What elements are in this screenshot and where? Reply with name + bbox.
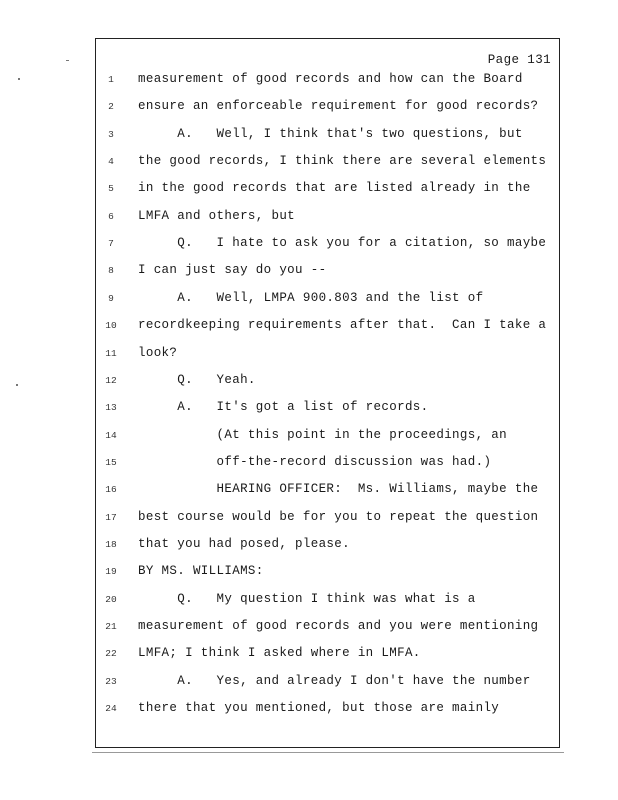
transcript-page	[95, 38, 560, 748]
line-number: 22	[105, 648, 117, 660]
transcript-line	[96, 154, 561, 174]
scan-speck	[16, 384, 18, 386]
line-text: HEARING OFFICER: Ms. Williams, maybe the	[138, 482, 539, 497]
line-number: 13	[105, 402, 117, 414]
line-text: Q. I hate to ask you for a citation, so maybe	[138, 236, 547, 251]
transcript-line	[96, 482, 561, 502]
line-number: 12	[105, 374, 117, 386]
page-number: Page 131	[487, 53, 551, 67]
line-number: 9	[108, 292, 114, 304]
line-number: 7	[108, 238, 114, 250]
line-text: LMFA and others, but	[138, 208, 296, 223]
line-number: 18	[105, 538, 117, 550]
transcript-line	[96, 373, 561, 393]
line-text: A. Yes, and already I don't have the number	[138, 673, 531, 688]
line-text: ensure an enforceable requirement for good records?	[138, 99, 539, 114]
line-number: 6	[108, 210, 114, 222]
line-text: Q. My question I think was what is a	[138, 591, 476, 606]
transcript-line	[96, 646, 561, 666]
transcript-line	[96, 701, 561, 721]
line-text: A. Well, LMPA 900.803 and the list of	[138, 290, 484, 305]
transcript-line	[96, 510, 561, 530]
transcript-line	[96, 99, 561, 119]
line-text: BY MS. WILLIAMS:	[138, 564, 264, 579]
transcript-line	[96, 127, 561, 147]
line-number: 5	[108, 183, 114, 195]
line-text: there that you mentioned, but those are mainly	[138, 701, 500, 716]
line-number: 11	[105, 347, 117, 359]
line-number: 17	[105, 511, 117, 523]
line-number: 24	[105, 703, 117, 715]
line-number: 4	[108, 156, 114, 168]
transcript-line	[96, 619, 561, 639]
transcript-line	[96, 400, 561, 420]
line-text: in the good records that are listed already in the	[138, 181, 531, 196]
line-text: off-the-record discussion was had.)	[138, 454, 492, 469]
line-text: the good records, I think there are several elements	[138, 154, 547, 169]
line-number: 2	[108, 101, 114, 113]
transcript-line	[96, 564, 561, 584]
line-text: look?	[138, 345, 178, 360]
line-text: recordkeeping requirements after that. Can I take a	[138, 318, 547, 333]
transcript-line	[96, 346, 561, 366]
scan-speck	[66, 60, 69, 61]
line-text: Q. Yeah.	[138, 372, 256, 387]
transcript-line	[96, 537, 561, 557]
page-bottom-edge	[92, 752, 564, 753]
line-number: 21	[105, 621, 117, 632]
line-text: measurement of good records and how can the Board	[138, 72, 523, 86]
line-number: 10	[105, 320, 117, 332]
line-text: LMFA; I think I asked where in LMFA.	[138, 646, 421, 661]
line-number: 20	[105, 593, 117, 605]
line-number: 15	[105, 456, 117, 468]
scan-speck	[18, 78, 20, 80]
line-text: A. Well, I think that's two questions, but	[138, 126, 523, 141]
line-text: best course would be for you to repeat the question	[138, 509, 539, 524]
transcript-line	[96, 455, 561, 475]
line-number: 23	[105, 675, 117, 687]
transcript-line	[96, 428, 561, 448]
line-text: that you had posed, please.	[138, 536, 350, 551]
transcript-line	[96, 291, 561, 311]
transcript-line	[96, 72, 561, 92]
transcript-line	[96, 209, 561, 229]
line-number: 19	[105, 566, 117, 578]
line-text: A. It's got a list of records.	[138, 400, 429, 415]
line-number: 8	[108, 265, 114, 277]
line-text: (At this point in the proceedings, an	[138, 427, 508, 442]
transcript-line	[96, 181, 561, 201]
transcript-line	[96, 263, 561, 283]
line-text: I can just say do you --	[138, 263, 327, 278]
line-text: measurement of good records and you were mentioning	[138, 619, 539, 633]
transcript-line	[96, 236, 561, 256]
line-number: 14	[105, 429, 117, 441]
line-number: 16	[105, 484, 117, 496]
line-number: 1	[108, 74, 114, 85]
line-number: 3	[108, 128, 114, 140]
transcript-line	[96, 592, 561, 612]
transcript-line	[96, 674, 561, 694]
transcript-line	[96, 318, 561, 338]
